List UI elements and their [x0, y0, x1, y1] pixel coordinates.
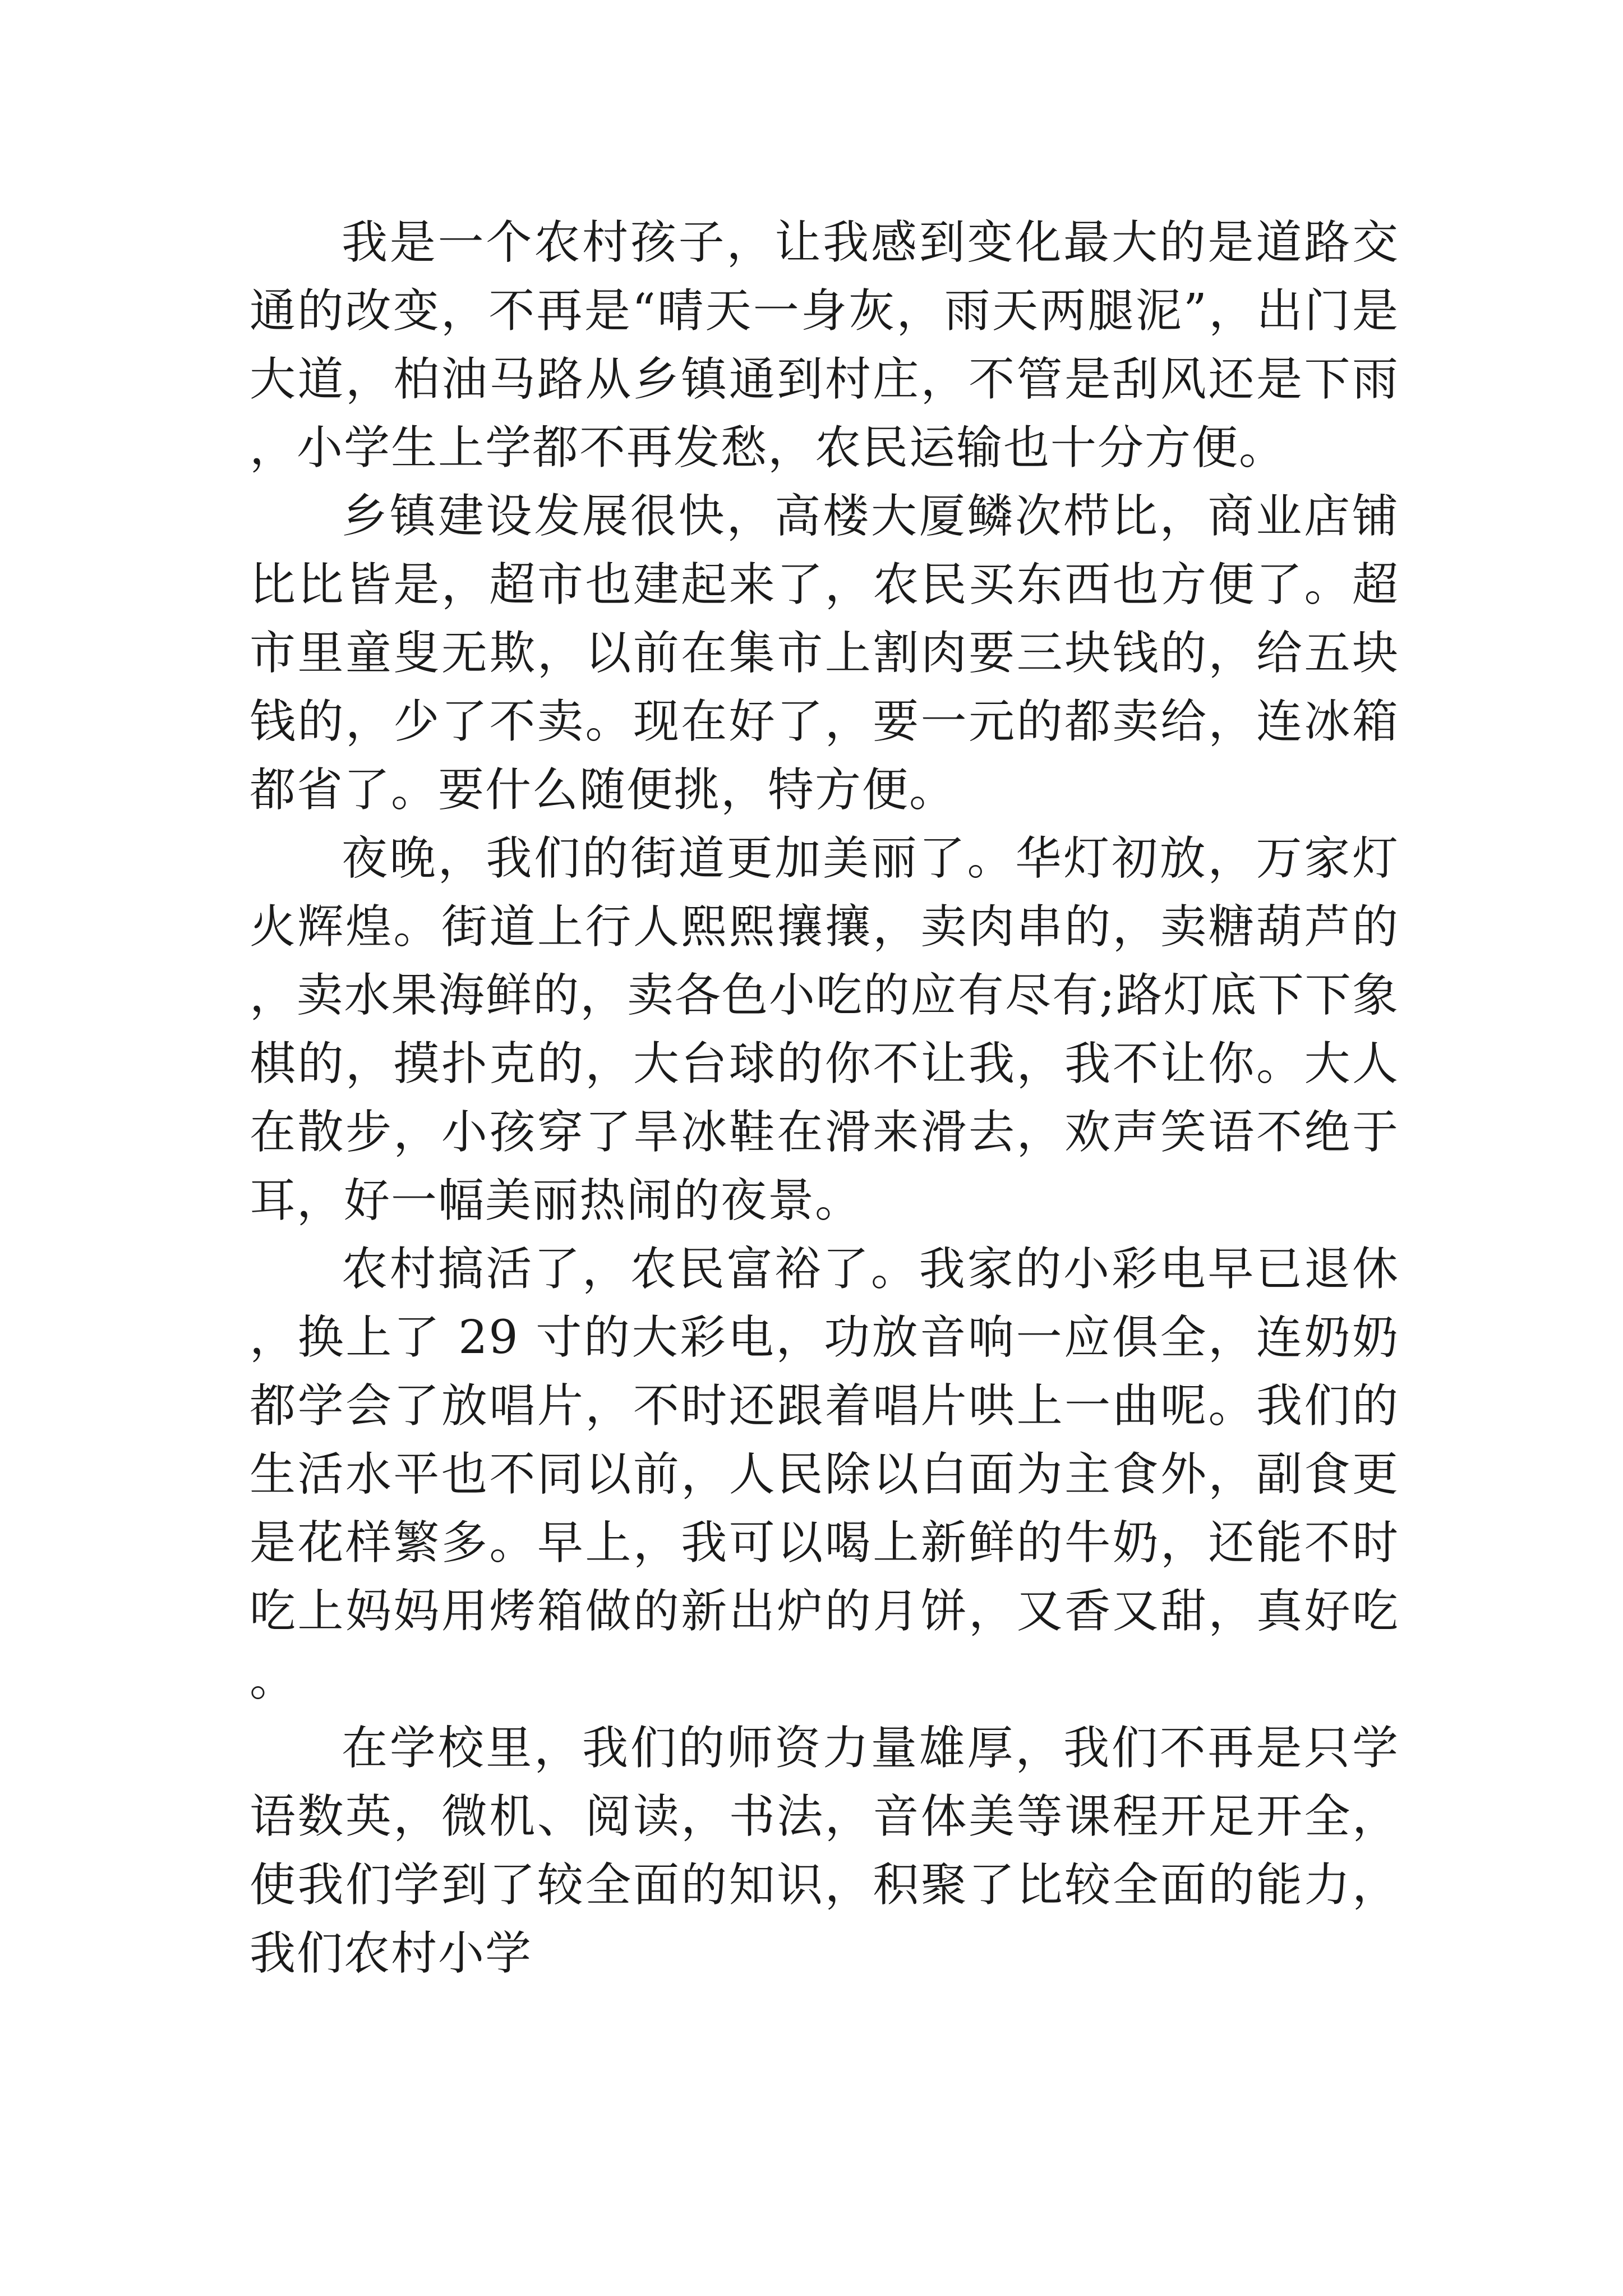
paragraph-town-development: 乡镇建设发展很快，高楼大厦鳞次栉比，商业店铺比比皆是，超市也建起来了，农民买东西也方便了。超市里童叟无欺，以前在集市上割肉要三块钱的，给五块钱的，少了不卖。现在好了，要一元的都卖给，连冰箱都省了。要什么随便挑，特方便。 [250, 490, 1399, 817]
paragraph-school: 在学校里，我们的师资力量雄厚，我们不再是只学语数英，微机、阅读，书法，音体美等课程开足开全，使我们学到了较全面的知识，积聚了比较全面的能力，我们农村小学 [250, 1722, 1399, 1980]
paragraph-night-street: 夜晚，我们的街道更加美丽了。华灯初放，万家灯火辉煌。街道上行人熙熙攘攘，卖肉串的，卖糖葫芦的，卖水果海鲜的，卖各色小吃的应有尽有;路灯底下下象棋的，摸扑克的，大台球的你不让我，我不让你。大人在散步，小孩穿了旱冰鞋在滑来滑去，欢声笑语不绝于耳，好一幅美丽热闹的夜景。 [250, 832, 1399, 1227]
paragraph-rural-prosperity: 农村搞活了，农民富裕了。我家的小彩电早已退休，换上了 29 寸的大彩电，功放音响一应俱全，连奶奶都学会了放唱片，不时还跟着唱片哄上一曲呢。我们的生活水平也不同以前，人民除以白面为主食外，副食更是花样繁多。早上，我可以喝上新鲜的牛奶，还能不时吃上妈妈用烤箱做的新出炉的月饼，又香又甜，真好吃。 [250, 1243, 1399, 1706]
paragraph-road-changes: 我是一个农村孩子，让我感到变化最大的是道路交通的改变，不再是“晴天一身灰，雨天两腿泥”，出门是大道，柏油马路从乡镇通到村庄，不管是刮风还是下雨，小学生上学都不再发愁，农民运输也十分方便。 [250, 216, 1399, 475]
document-body [250, 209, 1399, 1988]
